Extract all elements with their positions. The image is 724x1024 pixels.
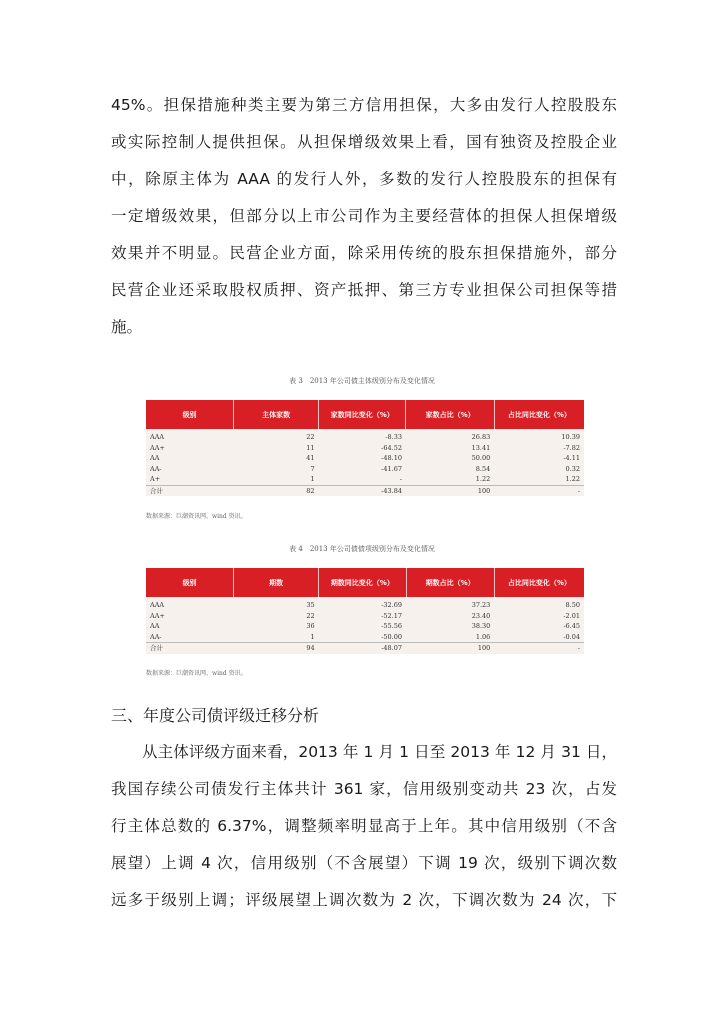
table-header-cell: 占比同比变化（%） (494, 568, 584, 597)
table-cell: 10.39 (561, 433, 580, 442)
table-cell: 11 (306, 443, 315, 452)
table-cell: 100 (406, 485, 494, 496)
table-total-row (146, 643, 584, 654)
table-cell: 8.54 (475, 464, 491, 473)
table-cell: 13.41 (471, 443, 491, 452)
table-header-cell: 期数占比（%） (406, 568, 494, 597)
table-cell: -2.01 (563, 611, 580, 620)
table-row (146, 474, 584, 485)
table-cell: AA- (150, 464, 162, 473)
table-cell: A+ (150, 475, 161, 484)
table-cell: AAA (150, 601, 165, 610)
table-cell: 合计 (146, 485, 234, 496)
table-cell: -43.84 (319, 485, 406, 496)
table-row (146, 464, 584, 475)
table4-caption: 表 4 2013 年公司债债项级别分布及变化情况 (289, 545, 435, 553)
table-cell: 1.22 (565, 475, 580, 484)
text-line: 行主体总数的 6.37%，调整频率明显高于上年。其中信用级别（不含 (111, 817, 617, 835)
table-cell: - (494, 643, 584, 654)
text-line: 效果并不明显。民营企业方面，除采用传统的股东担保措施外，部分 (111, 244, 617, 262)
table-cell: 94 (234, 643, 319, 654)
table-cell: 41 (306, 454, 315, 463)
table-row (146, 597, 584, 611)
table-header-row (146, 400, 584, 429)
table-cell: -55.56 (381, 622, 403, 631)
text-line: 45%。担保措施种类主要为第三方信用担保，大多由发行人控股股东 (111, 96, 617, 114)
table-cell: 36 (306, 622, 315, 631)
table-header-cell: 家数占比（%） (406, 400, 494, 429)
table-cell: -48.10 (381, 454, 402, 463)
table-cell: AA- (150, 632, 162, 641)
table-header-cell: 主体家数 (234, 400, 319, 429)
table-cell: AA (150, 454, 160, 463)
text-line: 一定增级效果，但部分以上市公司作为主要经营体的担保人担保增级 (111, 207, 617, 225)
table-row (146, 429, 584, 443)
table-row (146, 621, 584, 632)
table-cell: 22 (306, 611, 315, 620)
text-line: 中，除原主体为 AAA 的发行人外，多数的发行人控股股东的担保有 (111, 170, 617, 188)
table-header-cell: 级别 (146, 400, 234, 429)
table-cell: -6.45 (563, 622, 580, 631)
table-cell: 50.00 (471, 454, 491, 463)
table-cell: 38.30 (471, 622, 491, 631)
table-cell: 35 (306, 601, 315, 610)
table-header-cell: 占比同比变化（%） (494, 400, 584, 429)
table3-caption: 表 3 2013 年公司债主体级别分布及变化情况 (289, 377, 435, 385)
table-cell: -48.07 (319, 643, 406, 654)
table-cell: -41.67 (381, 464, 402, 473)
paragraph-rating-migration (111, 734, 617, 919)
text-line: 从主体评级方面来看，2013 年 1 月 1 日至 2013 年 12 月 31 日， (142, 743, 617, 761)
table4 (146, 568, 584, 654)
table-row (146, 453, 584, 464)
table-cell: -64.52 (381, 443, 402, 452)
table-cell: -32.69 (381, 601, 403, 610)
table-row (146, 443, 584, 454)
table-header-cell: 级别 (146, 568, 234, 597)
paragraph-guarantee (111, 87, 617, 346)
table-cell: -52.17 (381, 611, 403, 620)
table-cell: 7 (310, 464, 315, 473)
table-cell: -8.33 (385, 433, 402, 442)
table-cell: - (494, 485, 584, 496)
table-cell: 8.50 (565, 601, 580, 610)
table-total-row (146, 485, 584, 496)
table-header-cell: 期数 (234, 568, 319, 597)
table-header-cell: 家数同比变化（%） (319, 400, 406, 429)
table-header-cell: 期数同比变化（%） (319, 568, 406, 597)
text-line: 展望）上调 4 次，信用级别（不含展望）下调 19 次，级别下调次数 (111, 854, 617, 872)
table-cell: AA (150, 622, 160, 631)
text-line: 施。 (111, 318, 143, 336)
table-cell: 合计 (146, 643, 234, 654)
table3-source: 数据来源：巨潮资讯网、wind 资讯。 (146, 513, 247, 520)
table-cell: AA+ (150, 443, 165, 452)
table-cell: 1.22 (475, 475, 491, 484)
table-row (146, 632, 584, 643)
table-cell: -0.04 (563, 632, 580, 641)
text-line: 或实际控制人提供担保。从担保增级效果上看，国有独资及控股企业 (111, 133, 617, 151)
table3 (146, 400, 584, 496)
table-cell: 1 (310, 632, 315, 641)
table-cell: - (399, 475, 402, 484)
text-line: 远多于级别上调；评级展望上调次数为 2 次，下调次数为 24 次，下 (111, 891, 617, 909)
table-cell: 22 (306, 433, 315, 442)
table-cell: 1 (310, 475, 315, 484)
table-cell: 23.40 (471, 611, 491, 620)
table-cell: -4.11 (563, 454, 580, 463)
text-line: 我国存续公司债发行主体共计 361 家，信用级别变动共 23 次，占发 (111, 780, 617, 798)
table-cell: 26.83 (471, 433, 491, 442)
table-cell: AA+ (150, 611, 165, 620)
table-cell: -7.82 (563, 443, 580, 452)
section-heading: 三、年度公司债评级迁移分析 (111, 706, 320, 725)
table-cell: AAA (150, 433, 165, 442)
table-cell: 82 (234, 485, 319, 496)
table-cell: 0.32 (565, 464, 580, 473)
table4-source: 数据来源：巨潮资讯网、wind 资讯。 (146, 670, 247, 677)
table-cell: 1.06 (475, 632, 491, 641)
table-cell: 37.23 (471, 601, 491, 610)
table-cell: -50.00 (381, 632, 403, 641)
table-header-row (146, 568, 584, 597)
text-line: 民营企业还采取股权质押、资产抵押、第三方专业担保公司担保等措 (111, 281, 617, 299)
table-cell: 100 (406, 643, 494, 654)
table-row (146, 611, 584, 622)
